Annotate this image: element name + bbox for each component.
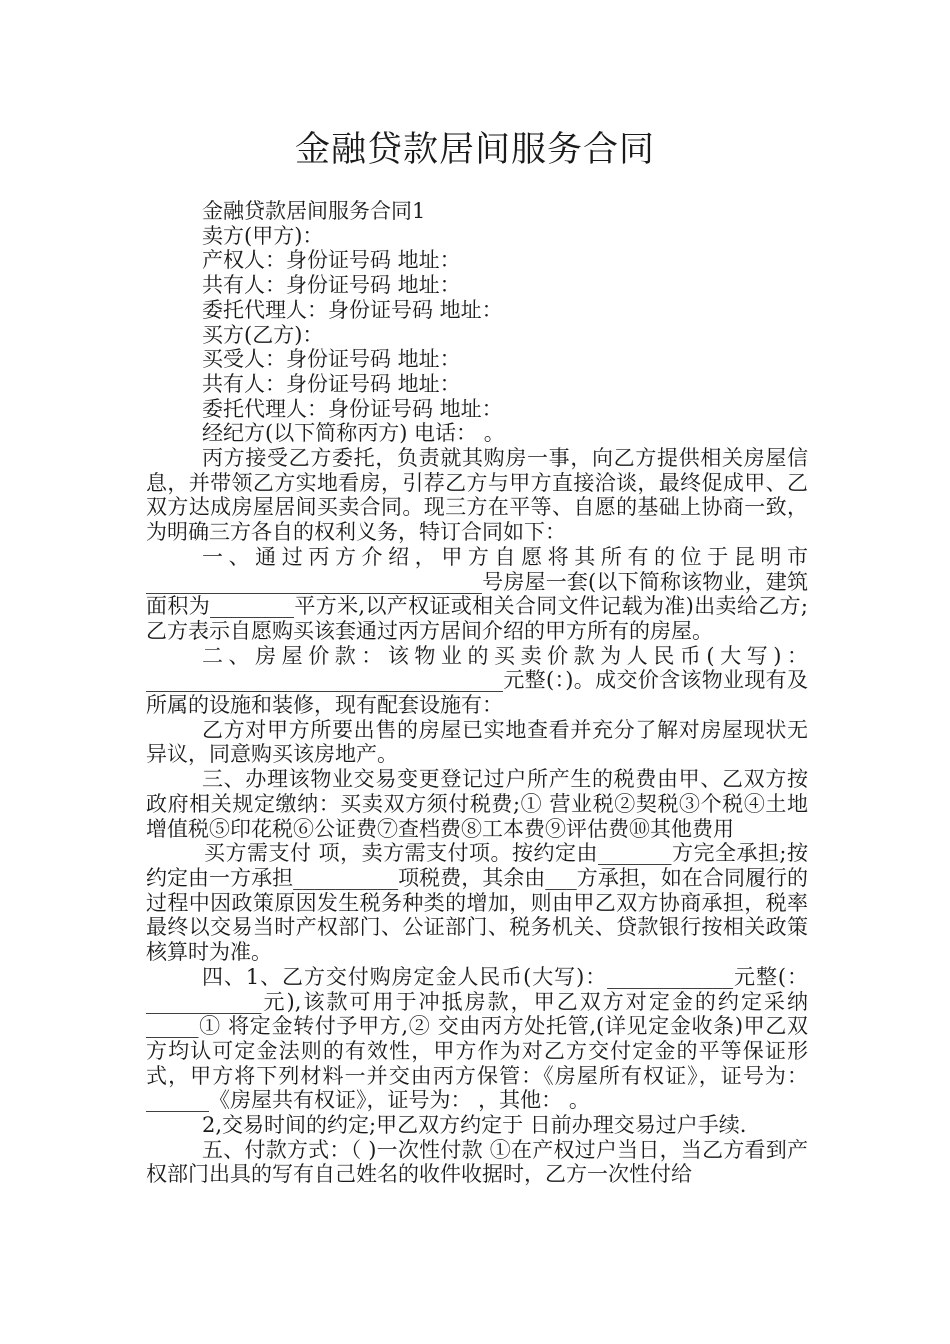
clause-2: 二、房屋价款：该物业的买卖价款为人民币(大写)：__________________________________元整(：)。成交价含该物业现有及所属的设施和装修，现有配套设施有： (146, 643, 808, 718)
clause-5: 五、付款方式：（ )一次性付款 ①在产权过户当日，当乙方看到产权部门出具的写有自己姓名的收件收据时，乙方一次性付给 (146, 1137, 808, 1187)
intro-paragraph: 丙方接受乙方委托，负责就其购房一事，向乙方提供相关房屋信息，并带领乙方实地看房，引荐乙方与甲方直接洽谈，最终促成甲、乙双方达成房屋居间买卖合同。现三方在平等、自愿的基础上协商一致，为明确三方各自的权利义务，特订合同如下： (146, 446, 808, 545)
document-title: 金融贷款居间服务合同 (294, 130, 655, 170)
clause-2-note: 乙方对甲方所要出售的房屋已实地查看并充分了解对房屋现状无异议，同意购买该房地产。 (146, 717, 808, 767)
seller-owner-line: 产权人：身份证号码 地址： (202, 248, 461, 273)
clause-1: 一、通过丙方介绍，甲方自愿将其所有的位于昆明市________________________________号房屋一套(以下简称该物业，建筑面积为________平方米,以产权证或相关合同文件记载为准)出卖给乙方;乙方表示自愿购买该套通过丙方居间介绍的甲方所有的房屋。 (146, 544, 808, 643)
broker-line: 经纪方(以下简称丙方) 电话： 。 (202, 421, 505, 446)
buyer-co-owner-line: 共有人：身份证号码 地址： (202, 371, 461, 396)
seller-agent-line: 委托代理人：身份证号码 地址： (202, 297, 503, 322)
buyer-heading: 买方(乙方)： (202, 322, 324, 347)
buyer-line: 买受人：身份证号码 地址： (202, 347, 461, 372)
document-body (146, 199, 808, 1187)
seller-heading: 卖方(甲方)： (202, 223, 324, 248)
contract-subtitle: 金融贷款居间服务合同1 (202, 199, 426, 223)
clause-4-1: 四、1、乙方交付购房定金人民币(大写)：____________元整(：___________元),该款可用于冲抵房款，甲乙双方对定金的约定采纳_____① 将定金转付予甲方,② 交由丙方处托管,(详见定金收条)甲乙双方均认可定金法则的有效性，甲方作为对乙方交付定金的平等保证形式，甲方将下列材料一并交由丙方保管：《房屋所有权证》，证号为：______《房屋共有权证》，证号为： ，其他： 。 (146, 964, 808, 1113)
clause-4-2: 2,交易时间的约定;甲乙双方约定于 日前办理交易过户手续. (202, 1113, 747, 1138)
buyer-agent-line: 委托代理人：身份证号码 地址： (202, 396, 503, 421)
clause-3: 三、办理该物业交易变更登记过户所产生的税费由甲、乙双方按政府相关规定缴纳：买卖双方须付税费;① 营业税②契税③个税④土地增值税⑤印花税⑥公证费⑦查档费⑧工本费⑨评估费⑩其他费用 (146, 767, 808, 841)
clause-3-tax-split: 买方需支付 项，卖方需支付项。按约定由_______方完全承担;按约定由一方承担__________项税费，其余由___方承担，如在合同履行的过程中因政策原因发生税务种类的增加，则由甲乙双方协商承担，税率最终以交易当时产权部门、公证部门、税务机关、贷款银行按相关政策核算时为准。 (146, 841, 808, 965)
seller-co-owner-line: 共有人：身份证号码 地址： (202, 273, 461, 298)
